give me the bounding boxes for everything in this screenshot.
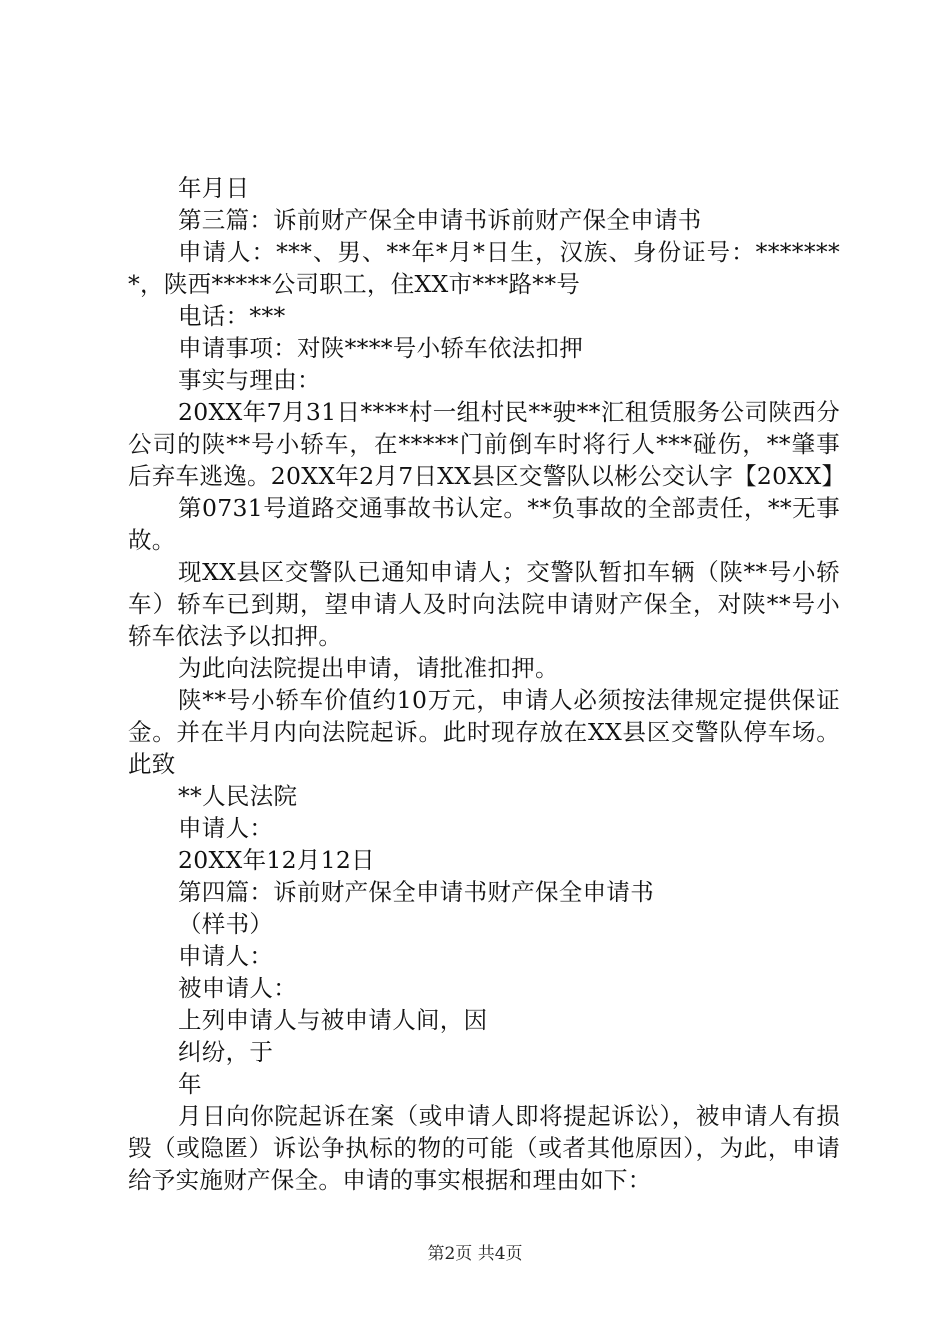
phone-line: 电话：***: [178, 302, 286, 330]
dispute-line: 纠纷，于: [178, 1038, 274, 1066]
facts-paragraph: 20XX年7月31日****村一组村民**驶**汇租赁服务公司陕西分公司的陕**号小轿车，在*****门前倒车时将行人***碰伤，**肇事后弃车逃逸。20XX年2月7日XX县区交警队以彬公交认字【20XX】: [128, 398, 846, 490]
parties-line: 上列申请人与被申请人间，因: [178, 1006, 488, 1034]
notice-paragraph: 现XX县区交警队已通知申请人；交警队暂扣车辆（陕**号小轿车）轿车已到期，望申请人及时向法院申请财产保全，对陕**号小轿车依法予以扣押。: [128, 558, 840, 650]
accident-determination: 第0731号道路交通事故书认定。**负事故的全部责任，**无事故。: [128, 494, 840, 554]
document-body: [128, 172, 846, 1196]
section-three-title: 第三篇：诉前财产保全申请书诉前财产保全申请书: [178, 206, 702, 234]
page-number-footer: 第2页 共4页: [427, 1244, 523, 1264]
facts-heading: 事实与理由：: [178, 366, 321, 394]
filing-paragraph: 月日向你院起诉在案（或申请人即将提起诉讼），被申请人有损毁（或隐匿）诉讼争执标的物的可能（或者其他原因），为此，申请给予实施财产保全。申请的事实根据和理由如下：: [128, 1102, 840, 1194]
respondent-field: 被申请人：: [178, 974, 297, 1002]
signature-date: 20XX年12月12日: [178, 846, 375, 874]
date-line: 年月日: [178, 174, 250, 202]
section-four-title: 第四篇：诉前财产保全申请书财产保全申请书: [178, 878, 654, 906]
court-addressee: **人民法院: [178, 782, 298, 810]
value-paragraph: 陕**号小轿车价值约10万元，申请人必须按法律规定提供保证金。并在半月内向法院起诉。此时现存放在XX县区交警队停车场。此致: [128, 686, 840, 778]
applicant-field: 申请人：: [178, 942, 274, 970]
year-line: 年: [178, 1070, 202, 1098]
request-paragraph: 为此向法院提出申请，请批准扣押。: [178, 654, 559, 682]
applicant-info: 申请人：***、男、**年*月*日生，汉族、身份证号：********，陕西*****公司职工，住XX市***路**号: [128, 238, 840, 298]
applicant-signature: 申请人：: [178, 814, 274, 842]
application-matter: 申请事项：对陕****号小轿车依法扣押: [178, 334, 584, 362]
sample-label: （样书）: [178, 910, 274, 938]
